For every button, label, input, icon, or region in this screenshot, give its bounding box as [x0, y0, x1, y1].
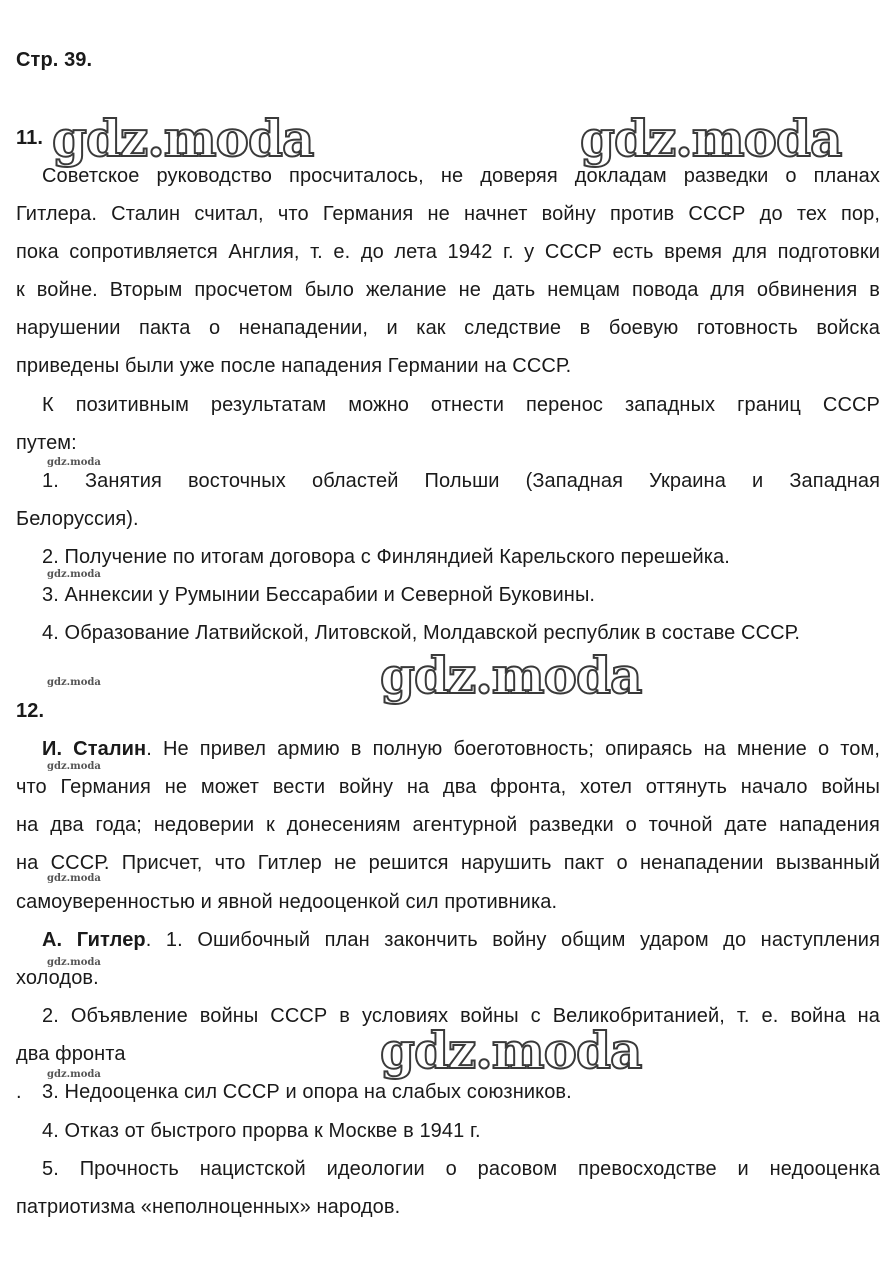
stalin-text-start: . Не привел армию в полную боеготовность; опираясь на мнение о том,	[146, 738, 880, 760]
s11-item4: 4. Образование Латвийской, Литовской, Молдавской республик в составе СССР.	[42, 622, 800, 644]
s12-item2-line2: два фронта	[16, 1043, 126, 1065]
watermark-large-3: gdz.moda	[380, 646, 642, 705]
hitler-name: А. Гитлер	[42, 929, 146, 951]
watermark-small-4: gdz.moda	[47, 761, 101, 772]
s11-para1-line6: приведены были уже после нападения Германии на СССР.	[16, 355, 572, 377]
s11-para1-line3: пока сопротивляется Англия, т. е. до лета 1942 г. у СССР есть время для подготовки	[16, 241, 880, 263]
page-label: Стр. 39.	[16, 49, 93, 71]
s12-hitler-line2: холодов.	[16, 967, 99, 989]
s12-stalin-line4: на СССР. Присчет, что Гитлер не решится нарушить пакт о ненападении вызванный	[16, 852, 880, 874]
watermark-large-4: gdz.moda	[380, 1021, 642, 1080]
s11-item1-line2: Белоруссия).	[16, 508, 139, 530]
s12-stalin-line1	[16, 737, 880, 761]
s11-para1-line2: Гитлера. Сталин считал, что Германия не начнет войну против СССР до тех пор,	[16, 203, 880, 225]
watermark-small-5: gdz.moda	[47, 873, 101, 884]
s12-item5-line2: патриотизма «неполноценных» народов.	[16, 1196, 401, 1218]
watermark-small-6: gdz.moda	[47, 957, 101, 968]
watermark-large-2: gdz.moda	[580, 109, 842, 168]
section-12-number: 12.	[16, 700, 45, 722]
watermark-large-1: gdz.moda	[52, 109, 314, 168]
stray-dot: .	[16, 1081, 22, 1103]
section-11-number: 11.	[16, 127, 43, 149]
watermark-small-1: gdz.moda	[47, 457, 101, 468]
s12-item3: 3. Недооценка сил СССР и опора на слабых союзников.	[42, 1081, 572, 1103]
s11-para1-line4: к войне. Вторым просчетом было желание не дать немцам повода для обвинения в	[16, 279, 880, 301]
stalin-name: И. Сталин	[42, 738, 147, 760]
s11-para1-line1: Советское руководство просчиталось, не доверяя докладам разведки о планах	[42, 165, 880, 187]
s12-stalin-line3: на два года; недоверии к донесениям агентурной разведки о точной дате нападения	[16, 814, 880, 836]
s11-item2: 2. Получение по итогам договора с Финляндией Карельского перешейка.	[42, 546, 730, 568]
s11-para2-line1: К позитивным результатам можно отнести перенос западных границ СССР	[42, 394, 880, 416]
hitler-text-start: . 1. Ошибочный план закончить войну общим ударом до наступления	[145, 929, 880, 951]
s12-item2-line1: 2. Объявление войны СССР в условиях войны с Великобританией, т. е. война на	[42, 1005, 880, 1027]
watermark-small-2: gdz.moda	[47, 569, 101, 580]
s11-para1-line5: нарушении пакта о ненападении, и как следствие в боевую готовность войска	[16, 317, 880, 339]
s12-stalin-line5: самоуверенностью и явной недооценкой сил противника.	[16, 891, 558, 913]
s12-stalin-line2: что Германия не может вести войну на два фронта, хотел оттянуть начало войны	[16, 776, 880, 798]
s11-item3: 3. Аннексии у Румынии Бессарабии и Северной Буковины.	[42, 584, 596, 606]
s12-hitler-line1	[16, 928, 880, 952]
s11-para2-line2: путем:	[16, 432, 77, 454]
s11-item1-line1: 1. Занятия восточных областей Польши (Западная Украина и Западная	[42, 470, 880, 492]
watermark-small-7: gdz.moda	[47, 1069, 101, 1080]
watermark-small-3: gdz.moda	[47, 677, 101, 688]
s12-item5-line1: 5. Прочность нацистской идеологии о расовом превосходстве и недооценка	[42, 1158, 880, 1180]
s12-item4: 4. Отказ от быстрого прорва к Москве в 1941 г.	[42, 1120, 481, 1142]
